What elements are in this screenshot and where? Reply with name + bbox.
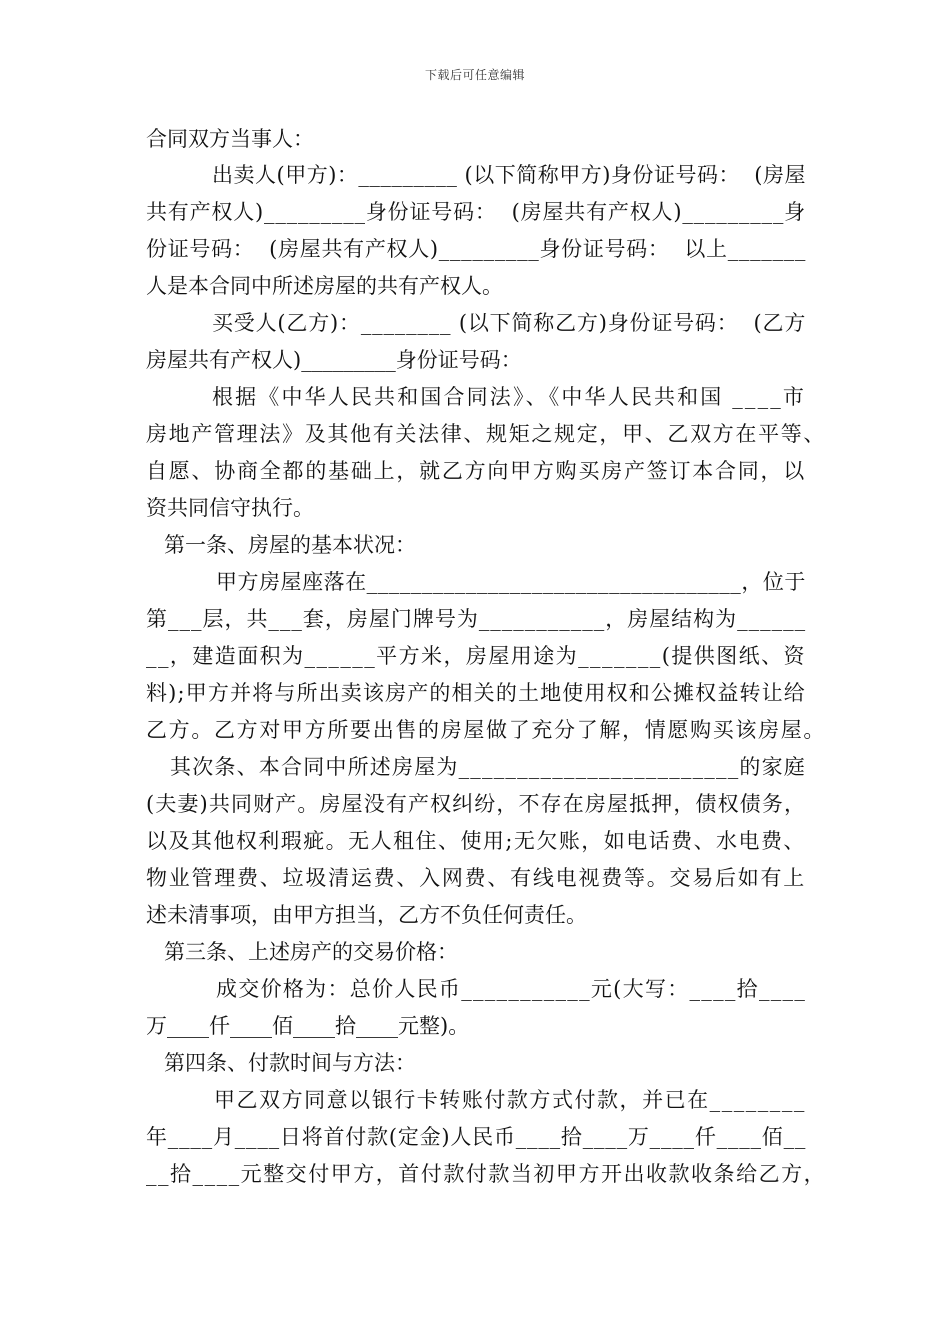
article-heading: 第三条、上述房产的交易价格： <box>164 940 458 964</box>
paragraph-line: 乙方。乙方对甲方所要出售的房屋做了充分了解，情愿购买该房屋。 <box>146 718 827 742</box>
paragraph-line: 买受人(乙方)：________ (以下简称乙方)身份证号码： (乙方 <box>212 311 807 335</box>
paragraph-line: __拾____元整交付甲方，首付款付款当初甲方开出收款收条给乙方， <box>146 1162 827 1186</box>
paragraph-line: 物业管理费、垃圾清运费、入网费、有线电视费等。交易后如有上 <box>146 866 807 890</box>
paragraph-line: 成交价格为：总价人民币___________元(大写：____拾____ <box>216 977 807 1001</box>
paragraph-line: 以及其他权利瑕疵。无人租住、使用;无欠账，如电话费、水电费、 <box>146 829 806 853</box>
article-heading: 第四条、付款时间与方法： <box>164 1051 416 1075</box>
paragraph-line: 自愿、协商全都的基础上，就乙方向甲方购买房产签订本合同，以 <box>146 459 807 483</box>
paragraph-line: 共有产权人)_________身份证号码： (房屋共有产权人)_________身 <box>146 200 806 224</box>
paragraph-line: 房地产管理法》及其他有关法律、规矩之规定，甲、乙双方在平等、 <box>146 422 827 446</box>
paragraph-line: 述未清事项，由甲方担当，乙方不负任何责任。 <box>146 903 587 927</box>
paragraph-line: 甲方房屋座落在__________________________________，位于 <box>216 570 806 594</box>
paragraph-line: (夫妻)共同财产。房屋没有产权纠纷，不存在房屋抵押，债权债务， <box>146 792 807 816</box>
paragraph-line: 根据《中华人民共和国合同法》、《中华人民共和国 ____市 <box>212 385 807 409</box>
paragraph-line: 房屋共有产权人)_________身份证号码： <box>146 348 522 372</box>
paragraph-line: 甲乙双方同意以银行卡转账付款方式付款，并已在________ <box>214 1088 806 1112</box>
paragraph-line: 份证号码： (房屋共有产权人)_________身份证号码： 以上_______ <box>146 237 807 261</box>
page-header: 下载后可任意编辑 <box>424 68 525 82</box>
paragraph-line: __，建造面积为______平方米，房屋用途为_______(提供图纸、资 <box>146 644 806 668</box>
paragraph-line: 年____月____日将首付款(定金)人民币____拾____万____仟____佰__ <box>146 1125 807 1149</box>
parties-heading: 合同双方当事人： <box>146 127 314 151</box>
article-heading: 第一条、房屋的基本状况： <box>164 533 416 557</box>
paragraph-line: 第___层，共___套，房屋门牌号为___________，房屋结构为______ <box>146 607 807 631</box>
paragraph-line: 万____仟____佰____拾____元整)。 <box>146 1014 470 1038</box>
paragraph-line: 料);甲方并将与所出卖该房产的相关的土地使用权和公摊权益转让给 <box>146 681 806 705</box>
paragraph-line: 人是本合同中所述房屋的共有产权人。 <box>146 274 503 298</box>
article-heading: 其次条、本合同中所述房屋为________________________的家庭 <box>170 755 806 779</box>
paragraph-line: 出卖人(甲方)：_________ (以下简称甲方)身份证号码： (房屋 <box>212 163 806 187</box>
paragraph-line: 资共同信守执行。 <box>146 496 314 520</box>
